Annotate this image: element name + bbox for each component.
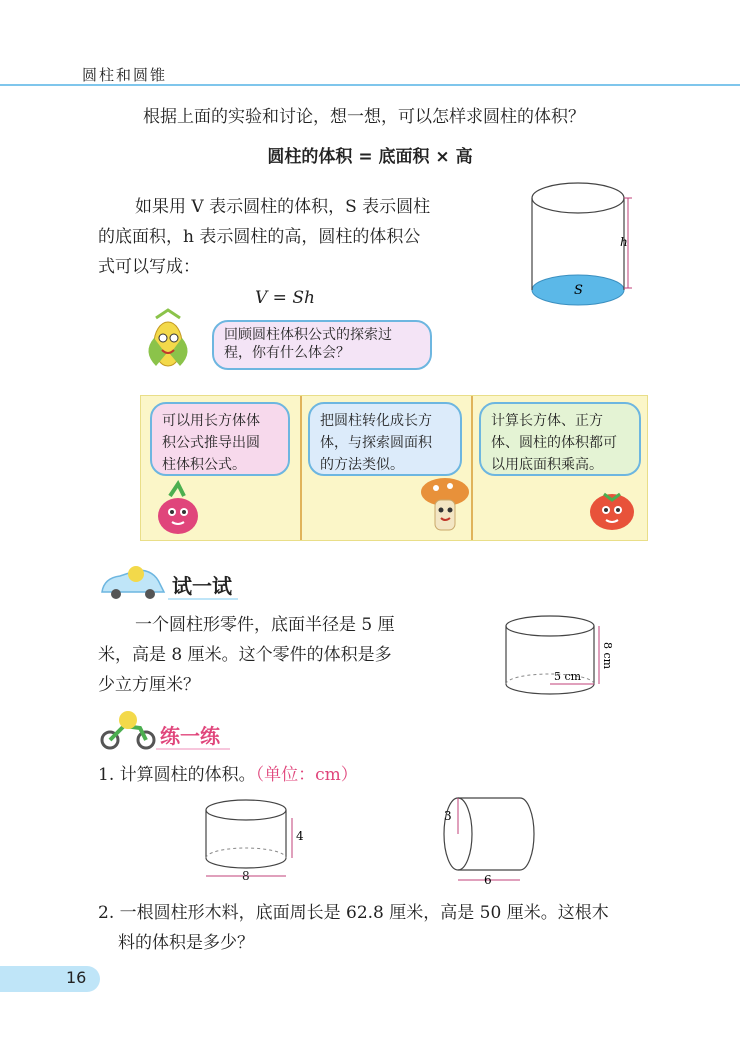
try-line-2: 米，高是 8 厘米。这个零件的体积是多 [98, 645, 392, 665]
bubble3-line-1: 计算长方体、正方 [491, 413, 603, 429]
fig1-diameter-label: 8 [242, 869, 250, 883]
prompt-line-2: 程，你有什么体会？ [224, 345, 350, 361]
bubble3-line-3: 以用底面积乘高。 [491, 457, 603, 473]
practice-q2-line-1: 2. 一根圆柱形木料，底面周长是 62.8 厘米，高是 50 厘米。这根木 [98, 903, 609, 923]
chapter-title: 圆柱和圆锥 [82, 66, 168, 84]
panel-bubble-1 [150, 402, 290, 476]
header-rule [0, 84, 740, 86]
fig2-diameter-label: 6 [484, 873, 492, 887]
prompt-line-1: 回顾圆柱体积公式的探索过 [224, 327, 392, 343]
bubble3-line-2: 体、圆柱的体积都可 [491, 435, 617, 451]
panel-bubble-2 [308, 402, 462, 476]
fig2-height-label: 3 [444, 809, 452, 823]
fig-h-label: h [620, 235, 628, 249]
bubble2-line-1: 把圆柱转化成长方 [320, 413, 432, 429]
definition-line-2: 的底面积，h 表示圆柱的高，圆柱的体积公 [98, 227, 421, 247]
practice-cylinder-1 [200, 796, 310, 886]
page-number: 16 [66, 968, 87, 987]
tomato-mascot [584, 486, 640, 534]
panel-divider-2 [471, 396, 473, 540]
q1-unit: （单位：cm） [255, 765, 358, 785]
practice-cylinder-2 [436, 790, 536, 886]
fig-s-label: S [574, 283, 583, 298]
try-section-title: 试一试 [172, 574, 232, 598]
bubble1-line-1: 可以用长方体体 [162, 413, 260, 429]
bubble1-line-2: 积公式推导出圆 [162, 435, 260, 451]
radish-mascot [150, 484, 206, 536]
volume-equation: V = Sh [255, 288, 315, 308]
try-fig-radius-label: 5 cm [554, 670, 582, 683]
try-line-1: 一个圆柱形零件，底面半径是 5 厘 [135, 615, 395, 635]
practice-q2-line-2: 料的体积是多少？ [118, 933, 254, 953]
cylinder-figure-try [500, 612, 614, 696]
try-title-underline [168, 598, 238, 600]
motorbike-icon [98, 710, 158, 750]
reflection-prompt-bubble [212, 320, 432, 370]
try-fig-height-label: 8 cm [601, 642, 614, 670]
definition-line-3: 式可以写成： [98, 257, 200, 277]
try-line-3: 少立方厘米？ [98, 675, 200, 695]
corn-mascot [136, 308, 200, 374]
bubble2-line-2: 体，与探索圆面积 [320, 435, 432, 451]
fig1-height-label: 4 [296, 829, 304, 843]
practice-section-title: 练一练 [160, 724, 220, 748]
practice-q1 [98, 760, 358, 790]
panel-divider-1 [300, 396, 302, 540]
bubble2-line-3: 的方法类似。 [320, 457, 404, 473]
q1-text: 1. 计算圆柱的体积。 [98, 765, 256, 785]
car-icon [98, 562, 168, 602]
mushroom-mascot [420, 476, 470, 536]
panel-bubble-3 [479, 402, 641, 476]
intro-question: 根据上面的实验和讨论，想一想，可以怎样求圆柱的体积？ [143, 107, 585, 127]
volume-formula: 圆柱的体积 = 底面积 × 高 [267, 147, 473, 167]
bubble1-line-3: 柱体积公式。 [162, 457, 246, 473]
definition-line-1: 如果用 V 表示圆柱的体积，S 表示圆柱 [135, 197, 431, 217]
cylinder-figure-main [520, 180, 640, 310]
practice-title-underline [156, 748, 230, 750]
